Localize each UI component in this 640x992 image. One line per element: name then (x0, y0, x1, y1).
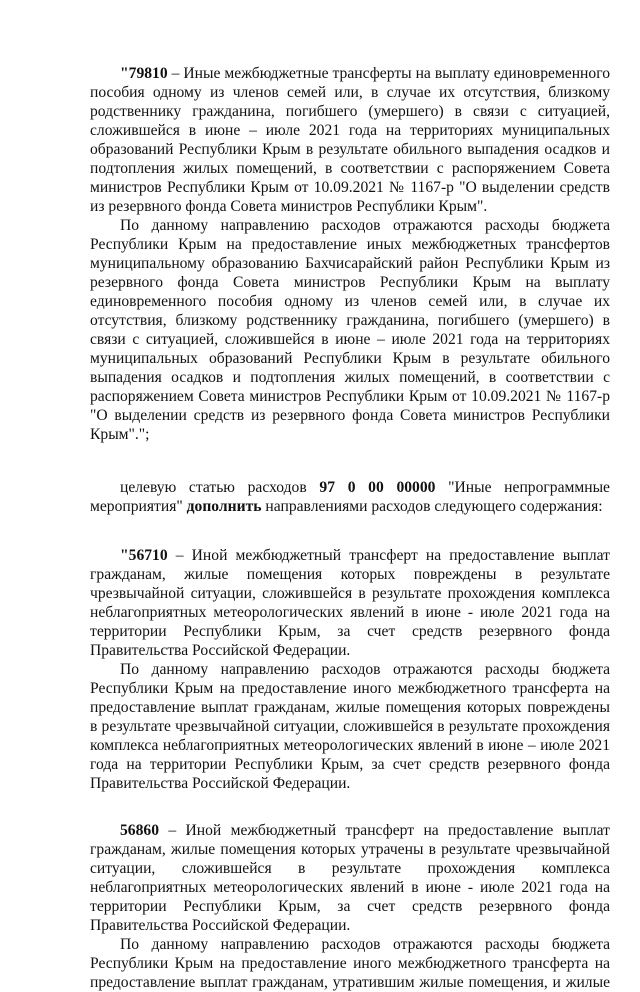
text-79810: Иные межбюджетные трансферты на выплату единовременного пособия одному из членов семей или, в случае их отсутствия, близкому родственнику гражданина, погибшего (умершего) в связи с ситуацией, сложившейся в июне – июле 2021 года на территориях муниципальных образований Республики Крым в результате обильного выпадения осадков и подтопления жилых помещений, в соответствии с распоряжением Совета министров Республики Крым от 10.09.2021 № 1167-р "О выделении средств из резервного фонда Совета министров Республики Крым". (90, 65, 611, 215)
text-56860: Иной межбюджетный трансферт на предоставление выплат гражданам, жилые помещения которых утрачены в результате чрезвычайной ситуации, сложившейся в результате прохождения комплекса неблагоприятных метеорологических явлений в июне - июле 2021 года на территории Республики Крым, за счет средств резервного фонда Правительства Российской Федерации. (90, 822, 610, 934)
code-56860: 56860 (120, 822, 159, 839)
dash: – (167, 65, 184, 82)
code-79810: "79810 (120, 65, 168, 82)
target-mid: "Иные непрограммные мероприятия" (90, 479, 610, 515)
paragraph-56860 (90, 821, 610, 935)
target-post: направлениями расходов следующего содержания: (261, 498, 603, 515)
paragraph-target-article (90, 478, 610, 516)
paragraph-56860-description: По данному направлению расходов отражаются расходы бюджета Республики Крым на предоставление иного межбюджетного трансферта на предоставление выплат гражданам, утратившим жилые помещения, и жилые (90, 936, 610, 991)
paragraph-56710 (90, 546, 610, 660)
target-bold: дополнить (186, 498, 262, 515)
paragraph-79810-description: По данному направлению расходов отражаются расходы бюджета Республики Крым на предоставление иных межбюджетных трансфертов муниципальному образованию Бахчисарайский район Республики Крым из резервного фонда Совета министров Республики Крым на выплату единовременного пособия одному из членов семей или, в случае их отсутствия, близкому родственнику гражданина, погибшего (умершего) в связи с ситуацией, сложившейся в июне – июле 2021 года на территориях муниципальных образований Республики Крым в результате обильного выпадения осадков и подтопления жилых помещений, в соответствии с распоряжением Совета министров Республики Крым от 10.09.2021 № 1167-р "О выделении средств из резервного фонда Совета министров Республики Крым"."; (90, 217, 610, 443)
paragraph-56710-description: По данному направлению расходов отражаются расходы бюджета Республики Крым на предоставление иного межбюджетного трансферта на предоставление выплат гражданам, жилые помещения которых повреждены в результате чрезвычайной ситуации, сложившейся в результате прохождения комплекса неблагоприятных метеорологических явлений в июне – июле 2021 года на территории Республики Крым, за счет средств резервного фонда Правительства Российской Федерации. (90, 661, 610, 792)
target-pre: целевую статью расходов (120, 479, 320, 496)
dash: – (167, 547, 192, 564)
code-56710: "56710 (120, 547, 168, 564)
paragraph-79810 (90, 64, 610, 216)
document-page (90, 64, 610, 992)
dash: – (158, 822, 186, 839)
target-code: 97 0 00 00000 (319, 479, 436, 496)
text-56710: Иной межбюджетный трансферт на предоставление выплат гражданам, жилые помещения которых повреждены в результате чрезвычайной ситуации, сложившейся в результате прохождения комплекса неблагоприятных метеорологических явлений в июне - июле 2021 года на территории Республики Крым, за счет средств резервного фонда Правительства Российской Федерации. (90, 547, 610, 659)
